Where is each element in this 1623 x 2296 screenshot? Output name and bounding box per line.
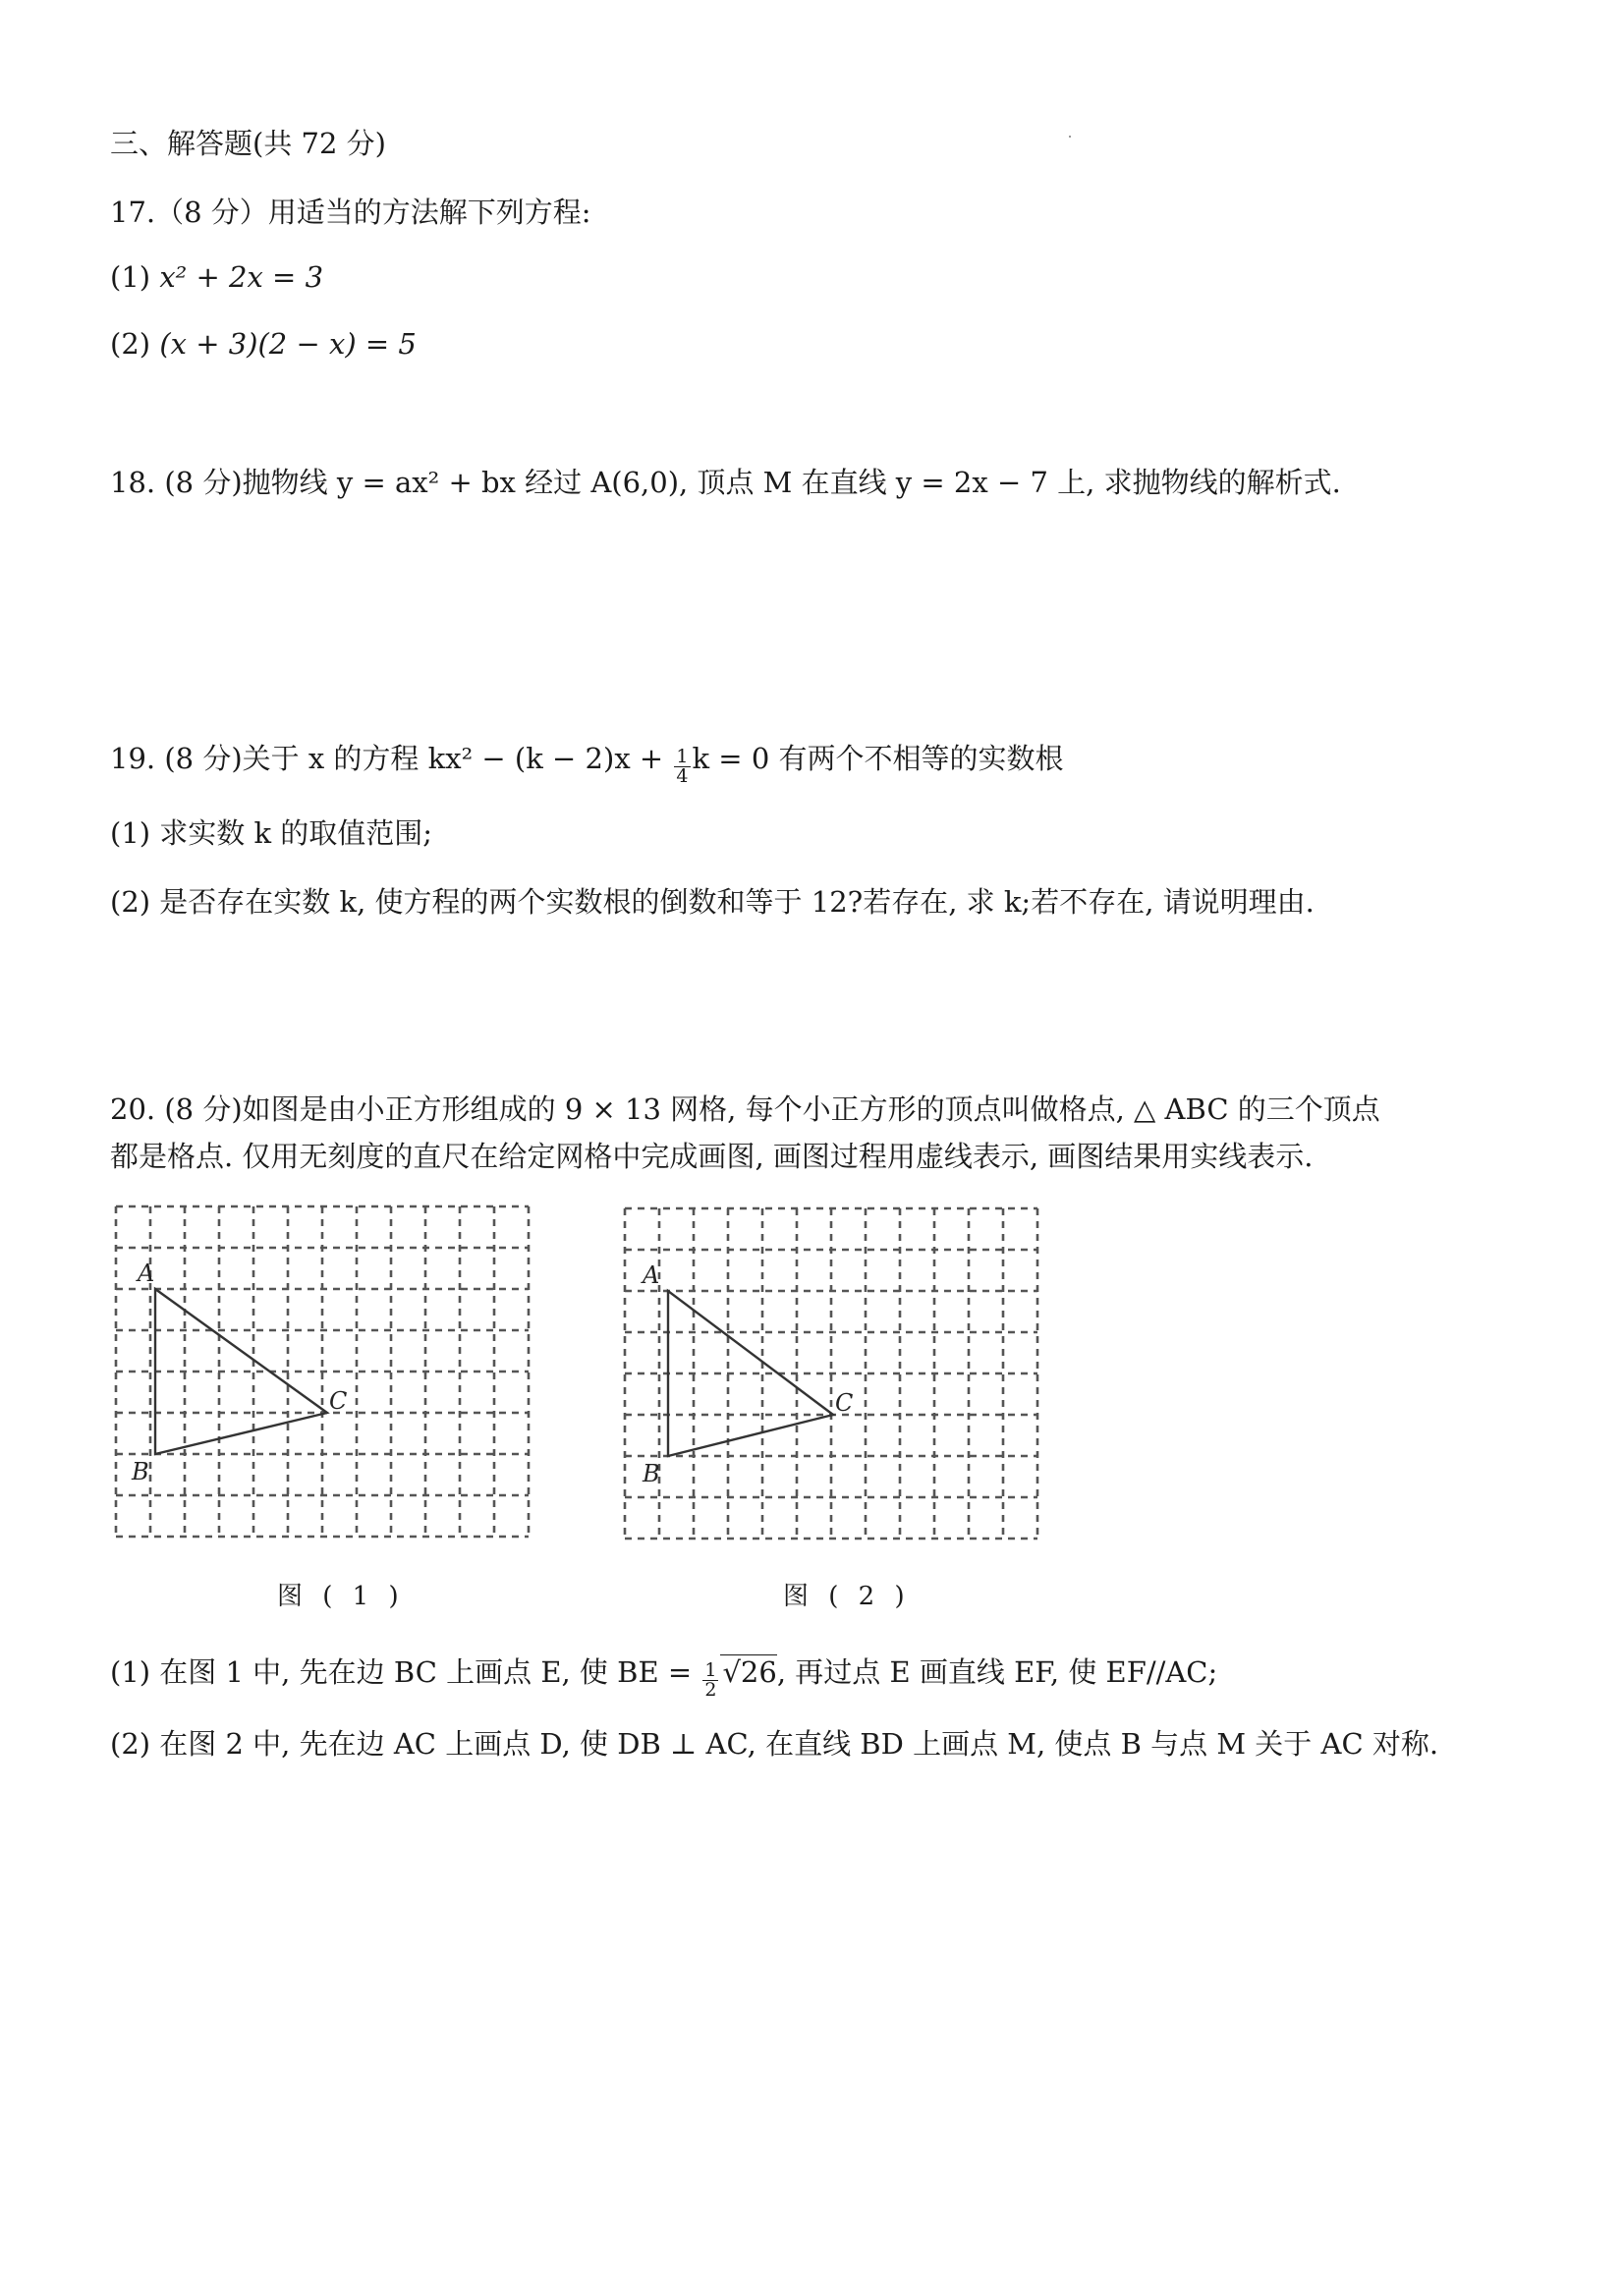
q17-part1-equation: x² + 2x = 3 [159, 260, 324, 294]
figure-1-label-b: B [132, 1458, 149, 1485]
q20-part1-sqrt: √26 [722, 1655, 777, 1689]
q20-stem-line2: 都是格点. 仅用无刻度的直尺在给定网格中完成画图, 画图过程用虚线表示, 画图结果用实线表示. [110, 1140, 1314, 1173]
figure-2-caption: 图 ( 2 ) [783, 1582, 911, 1611]
q17-part2 [110, 324, 417, 364]
q20-frac-num: 1 [704, 1659, 717, 1681]
q20-part1 [110, 1652, 1217, 1700]
q17-stem: 17.（8 分）用适当的方法解下列方程: [110, 196, 591, 229]
q20-frac-den: 2 [704, 1679, 717, 1701]
q20-part1-fraction [702, 1661, 718, 1700]
q19-stem-b: k = 0 有两个不相等的实数根 [692, 742, 1064, 775]
figure-1-grid [108, 1201, 540, 1544]
q20-part1-b: , 再过点 E 画直线 EF, 使 EF//AC; [776, 1655, 1218, 1689]
q19-fraction [674, 748, 690, 786]
q19-stem-a: 19. (8 分)关于 x 的方程 kx² − (k − 2)x + [110, 742, 673, 775]
q19-part2: (2) 是否存在实数 k, 使方程的两个实数根的倒数和等于 12?若存在, 求 k;若不存在, 请说明理由. [110, 885, 1315, 919]
q19-stem [110, 739, 1064, 786]
figure-2-label-c: C [835, 1389, 854, 1417]
stray-dot [1069, 136, 1071, 138]
q19-frac-den: 4 [676, 765, 689, 787]
figure-1-label-a: A [138, 1260, 155, 1287]
q19-part1: (1) 求实数 k 的取值范围; [110, 816, 433, 850]
q17-part2-equation: (x + 3)(2 − x) = 5 [159, 327, 417, 361]
figure-2-label-a: A [643, 1261, 660, 1289]
figure-1-caption: 图 ( 1 ) [277, 1582, 405, 1611]
q17-part2-label: (2) [110, 327, 151, 361]
q17-part1-label: (1) [110, 260, 151, 294]
q17-part1 [110, 257, 323, 297]
figure-2-label-b: B [643, 1460, 660, 1487]
section-title: 三、解答题(共 72 分) [110, 127, 386, 160]
figure-1-label-c: C [329, 1387, 348, 1415]
q20-part1-a: (1) 在图 1 中, 先在边 BC 上画点 E, 使 BE = [110, 1655, 701, 1689]
q19-frac-num: 1 [676, 746, 689, 767]
figure-2-grid [617, 1203, 1049, 1546]
q20-part2: (2) 在图 2 中, 先在边 AC 上画点 D, 使 DB ⊥ AC, 在直线 BD 上画点 M, 使点 B 与点 M 关于 AC 对称. [110, 1727, 1439, 1761]
q20-stem-line1: 20. (8 分)如图是由小正方形组成的 9 × 13 网格, 每个小正方形的顶点叫做格点, △ ABC 的三个顶点 [110, 1092, 1380, 1126]
q18-stem: 18. (8 分)抛物线 y = ax² + bx 经过 A(6,0), 顶点 M 在直线 y = 2x − 7 上, 求抛物线的解析式. [110, 466, 1341, 499]
